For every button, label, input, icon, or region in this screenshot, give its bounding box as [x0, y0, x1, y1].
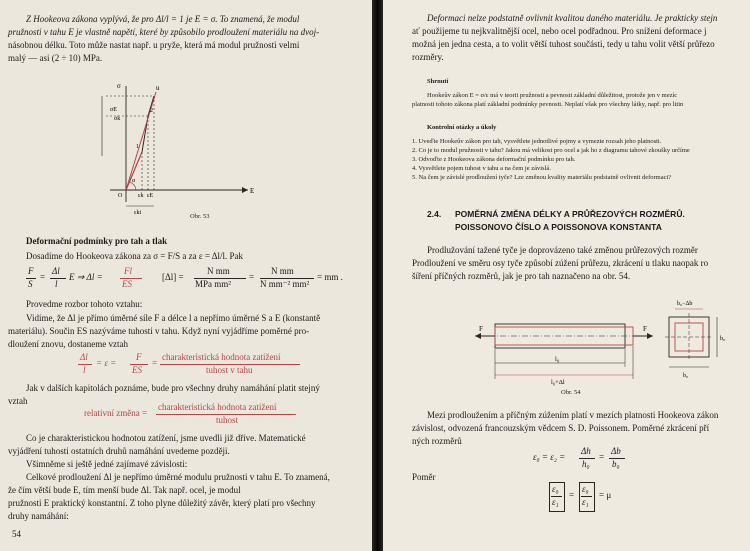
body-line-3: šíření příčných rozměrů, jak je pro tah naznačeno na obr. 54.	[412, 271, 631, 281]
intro-line-4: malý — asi (2 ÷ 10) MPa.	[8, 53, 103, 63]
tension-bar-figure	[475, 291, 750, 387]
section-title-line-2: POISSONOVO ČÍSLO A POISSONOVA KONSTANTA	[455, 222, 662, 232]
body-line-6: pružnosti E praktický konstantní. Z toho plyne důležitý závěr, který platí pro všechny	[8, 498, 316, 508]
question-2: 2. Co je to modul pružnosti v tahu? Jakou má velikost pro ocel a jak ho z diagramu tahové zkoušky určíme	[412, 147, 690, 154]
right-page	[383, 0, 750, 551]
analysis-line-4: dloužení znovu, dostaneme vztah	[8, 339, 128, 349]
poisson-line-2: závislost, odvozená francouzským vědcem S. D. Poissonem. Poměrné zkrácení pří	[412, 423, 710, 433]
label-eps-kt: εkt	[134, 210, 142, 216]
width-label: b₀	[683, 373, 689, 379]
question-5: 5. Na čem je závislé prodloužení tyče? Lze změnou kvality materiálu podstatně ovlivnit deformaci?	[412, 174, 672, 181]
question-3: 3. Odvoďte z Hookeova zákona deformační podmínku pro tah.	[412, 156, 576, 163]
stress-strain-diagram	[90, 78, 260, 238]
axis-label-e: E	[250, 187, 255, 195]
analysis-line-1: Provedme rozbor tohoto vztahu:	[26, 299, 143, 309]
question-1: 1. Uveďte Hookeův zákon pro tah, vysvětlete jednotlivé pojmy a vymezte rozsah jeho platnosti.	[412, 138, 662, 145]
ratio-label: Poměr	[412, 472, 436, 482]
body-line-1: Prodlužování tažené tyče je doprovázeno také změnou průřezových rozměr	[427, 245, 698, 255]
body-line-1: Co je charakteristickou hodnotou zatížení, jsme uvedli již dříve. Matematické	[26, 433, 306, 443]
intro-line-1: Deformaci nelze podstatně ovlivnit kvalitou daného materiálu. Je prakticky stejn	[427, 13, 718, 23]
intro-line-3: násobnou délku. Toto může nastat např. u pryže, která má modul pružnosti velmi	[8, 40, 300, 50]
page-number: 54	[12, 529, 21, 539]
label-sigma-k: σk	[114, 116, 121, 122]
body-line-4: Celkové prodloužení Δl je nepřímo úměrné modulu pružnosti v tahu E. To znamená,	[26, 472, 330, 482]
label-alpha: α	[132, 178, 136, 184]
body-line-7: druhy namáhání:	[8, 511, 69, 521]
hooke-substitution: Dosadíme do Hookeova zákona za σ = F/S a za ε = Δl/l. Pak	[26, 251, 244, 261]
poisson-line-3: ných rozměrů	[412, 436, 462, 446]
intro-line-4: rozměry.	[412, 52, 444, 62]
body-line-2: Prodloužení ve směru osy tyče způsobí zúžení průřezu, zkrácení u tlaku naopak ro	[412, 258, 709, 268]
label-eps-k: εk	[138, 193, 144, 199]
intro-line-2: pružnosti v tahu E je vlastně napětí, které by způsobilo prodloužení materiálu na dvoj-	[8, 27, 320, 37]
reduced-width-label: b₀−Δb	[677, 301, 693, 307]
label-2: 2	[150, 108, 153, 114]
equation-deformation: F S = Δl l E ⇒ Δl = Fl ES [Δl] = N mm MPa mm² = N mm N mm⁻² mm² = mm .	[28, 266, 343, 289]
equation-poisson-ratio: ε₀ ε₁ = ε₀ ε₁ = μ	[549, 480, 669, 514]
general-line-1: Jak v dalších kapitolách poznáme, bude pro všechny druhy namáhání platit stejný	[26, 383, 320, 393]
left-page	[0, 0, 372, 551]
force-left-label: F	[479, 325, 483, 333]
section-title-line-1: POMĚRNÁ ZMĚNA DÉLKY A PRŮŘEZOVÝCH ROZMĚRŮ.	[455, 209, 685, 219]
summary-line-2: platnosti tohoto zákona platí základní podmínky pevnosti. Neplatí však pro všechny látky, např. pro litin	[412, 101, 684, 108]
intro-line-2: ať použijeme tu nejkvalitnější ocel, nebo ocel podřadnou. Pro snížení deformace j	[412, 26, 707, 36]
summary-title: Shrnutí	[427, 78, 449, 85]
book-gutter	[372, 0, 383, 551]
figure-caption-53: Obr. 53	[190, 213, 210, 220]
analysis-line-2: Vidíme, že Δl je přímo úměrné síle F a délce l a nepřímo úměrné S a E (konstantě	[26, 313, 321, 323]
equation-relative-change: relativní změna = charakteristická hodnota zatížení tuhost	[84, 402, 314, 428]
questions-title: Kontrolní otázky a úkoly	[427, 124, 497, 131]
length-label: l₀	[555, 356, 560, 363]
poisson-line-1: Mezi prodloužením a příčným zúžením platí v mezích platnosti Hookeova zákon	[427, 410, 719, 420]
intro-line-1: Z Hookeova zákona vyplývá, že pro Δl/l = 1 je E = σ. To znamená, že modul	[26, 14, 300, 24]
intro-line-3: možná jen jedna cesta, a to volit větší tuhost součásti, tedy u tahu volit větší průřezo	[412, 39, 715, 49]
equation-transverse-strain: ε₀ = ε₂ = Δh h₀ = Δb b₀	[533, 446, 653, 472]
body-line-5: že čím větší bude E, tím menší bude Δl. Tak např. ocel, je modul	[8, 485, 241, 495]
question-4: 4. Vysvětlete pojem tuhost v tahu a na čem je závislá.	[412, 165, 551, 172]
section-number: 2.4.	[427, 209, 442, 219]
extended-length-label: l₀+Δl	[551, 379, 565, 386]
analysis-line-3: materiálu). Součin ES nazýváme tuhosti v tahu. Když nyní vyjádříme poměrné pro-	[8, 326, 310, 336]
label-1: 1	[136, 144, 139, 150]
section-heading: Deformační podmínky pro tah a tlak	[26, 236, 168, 246]
label-sigma-e: σE	[110, 107, 117, 113]
summary-line-1: Hookeův zákon E = σ/ε má v teorii pružnosti a pevnosti základní důležitost, protože jen v mezíc	[427, 92, 678, 99]
body-line-2: vyjádření tuhosti ostatních druhů namáhání uvedeme později.	[8, 446, 230, 456]
axis-label-sigma: σ	[117, 82, 121, 90]
equation-strain: Δl l = ε = F ES = charakteristická hodnota zatížení tuhost v tahu	[78, 352, 318, 378]
force-right-label: F	[643, 325, 647, 333]
height-label: b₀	[720, 336, 726, 342]
figure-caption-54: Obr. 54	[561, 389, 581, 396]
body-line-3: Všimněme si ještě jedné zajímavé závislosti:	[26, 459, 188, 469]
label-eps-e: εE	[147, 193, 154, 199]
general-line-2: vztah	[8, 396, 28, 406]
origin-label: O	[118, 193, 123, 199]
point-label-u: u	[156, 84, 160, 92]
